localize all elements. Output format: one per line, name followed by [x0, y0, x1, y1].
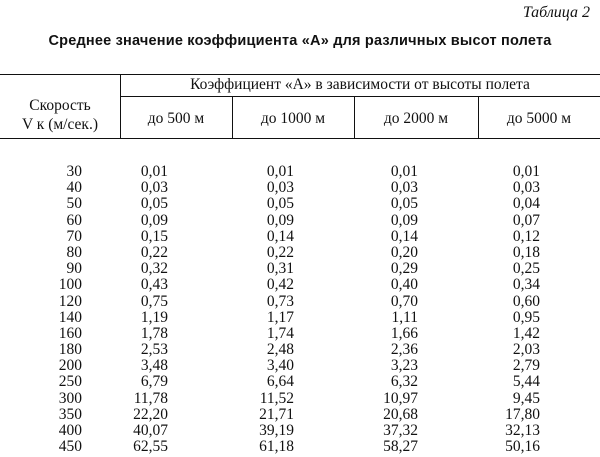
- coefficient-cell: 0,22: [140, 243, 168, 261]
- coefficient-cell: 0,03: [390, 179, 418, 197]
- coefficient-cell: 1,66: [390, 324, 418, 342]
- coefficient-cell: 0,14: [266, 227, 294, 245]
- coefficient-cell: 37,32: [383, 422, 418, 439]
- speed-cell: 40: [66, 179, 82, 197]
- speed-cell: 180: [58, 341, 82, 359]
- coefficient-cell: 0,25: [512, 260, 540, 278]
- table-row: [0, 164, 600, 180]
- table-label: Таблица 2: [522, 4, 590, 21]
- coefficient-cell: 58,27: [383, 438, 418, 456]
- coefficient-cell: 20,68: [383, 405, 418, 423]
- coefficient-cell: 1,74: [266, 324, 294, 342]
- header-inner-rule: [120, 96, 600, 97]
- top-rule: [0, 74, 600, 75]
- coefficient-cell: 50,16: [505, 438, 540, 456]
- table-row: [0, 326, 600, 342]
- speed-cell: 400: [58, 422, 82, 439]
- coefficient-cell: 1,19: [140, 308, 168, 326]
- table-title: Среднее значение коэффициента «А» для различных высот полета: [48, 33, 552, 49]
- coefficient-cell: 11,78: [133, 389, 168, 407]
- coefficient-cell: 0,95: [512, 308, 540, 326]
- coefficient-cell: 0,15: [140, 227, 168, 245]
- coefficient-cell: 0,22: [266, 243, 294, 261]
- coefficient-cell: 10,97: [383, 389, 418, 407]
- speed-cell: 70: [66, 227, 82, 245]
- speed-cell: 100: [58, 276, 82, 294]
- coefficient-cell: 32,13: [505, 422, 540, 439]
- coefficient-cell: 0,09: [140, 211, 168, 229]
- coefficient-cell: 0,03: [140, 179, 168, 197]
- coefficient-cell: 0,73: [266, 292, 294, 310]
- coefficient-group-header: Коэффициент «А» в зависимости от высоты полета: [190, 76, 530, 93]
- speed-cell: 60: [66, 211, 82, 229]
- coefficient-cell: 0,01: [390, 163, 418, 180]
- coefficient-cell: 0,32: [140, 260, 168, 278]
- coefficient-cell: 0,03: [266, 179, 294, 197]
- coefficient-cell: 0,09: [266, 211, 294, 229]
- table-row: [0, 294, 600, 310]
- coefficient-cell: 6,64: [266, 373, 294, 391]
- coefficient-cell: 0,07: [512, 211, 540, 229]
- table-row: [0, 423, 600, 439]
- speed-cell: 90: [66, 260, 82, 278]
- table-row: [0, 180, 600, 196]
- coefficient-cell: 21,71: [259, 405, 294, 423]
- coefficient-cell: 6,32: [390, 373, 418, 391]
- coefficient-cell: 3,40: [266, 357, 294, 375]
- coefficient-cell: 5,44: [512, 373, 540, 391]
- coefficient-cell: 0,20: [390, 243, 418, 261]
- coefficient-cell: 0,42: [266, 276, 294, 294]
- coefficient-cell: 0,12: [512, 227, 540, 245]
- speed-cell: 50: [66, 195, 82, 213]
- coefficient-cell: 0,18: [512, 243, 540, 261]
- speed-cell: 80: [66, 243, 82, 261]
- coefficient-cell: 0,03: [512, 179, 540, 197]
- speed-cell: 300: [58, 389, 82, 407]
- table-row: [0, 407, 600, 423]
- table-row: [0, 213, 600, 229]
- coefficient-cell: 2,03: [512, 341, 540, 359]
- speed-cell: 450: [58, 438, 82, 456]
- speed-cell: 30: [66, 163, 82, 180]
- coefficient-cell: 0,75: [140, 292, 168, 310]
- coefficient-cell: 0,09: [390, 211, 418, 229]
- coefficient-cell: 0,29: [390, 260, 418, 278]
- coefficient-cell: 0,05: [390, 195, 418, 213]
- coefficient-cell: 0,70: [390, 292, 418, 310]
- coefficient-cell: 3,48: [140, 357, 168, 375]
- column-header-2000: до 2000 м: [383, 110, 449, 127]
- coefficient-cell: 2,36: [390, 341, 418, 359]
- coefficient-cell: 9,45: [512, 389, 540, 407]
- speed-cell: 250: [58, 373, 82, 391]
- coefficient-cell: 2,53: [140, 341, 168, 359]
- table-row: [0, 245, 600, 261]
- speed-header-line2: V к (м/сек.): [22, 116, 98, 133]
- coefficient-cell: 1,42: [512, 324, 540, 342]
- coefficient-cell: 11,52: [259, 389, 294, 407]
- column-header-1000: до 1000 м: [260, 110, 326, 127]
- coefficient-cell: 0,43: [140, 276, 168, 294]
- coefficient-cell: 0,14: [390, 227, 418, 245]
- table-row: [0, 310, 600, 326]
- speed-cell: 140: [58, 308, 82, 326]
- coefficient-cell: 0,04: [512, 195, 540, 213]
- coefficient-cell: 2,48: [266, 341, 294, 359]
- coefficient-cell: 39,19: [259, 422, 294, 439]
- speed-column-header: [0, 96, 120, 134]
- coefficient-cell: 0,05: [266, 195, 294, 213]
- table-row: [0, 229, 600, 245]
- coefficient-cell: 1,11: [391, 308, 418, 326]
- table-body: [0, 164, 600, 455]
- coefficient-cell: 40,07: [133, 422, 168, 439]
- speed-cell: 160: [58, 324, 82, 342]
- column-header-5000: до 5000 м: [506, 110, 572, 127]
- table-row: [0, 342, 600, 358]
- coefficient-cell: 0,01: [266, 163, 294, 180]
- coefficient-cell: 1,78: [140, 324, 168, 342]
- coefficient-cell: 3,23: [390, 357, 418, 375]
- coefficient-cell: 0,01: [512, 163, 540, 180]
- speed-cell: 200: [58, 357, 82, 375]
- table-row: [0, 391, 600, 407]
- table-row: [0, 196, 600, 212]
- speed-header-line1: Скорость: [29, 97, 91, 114]
- coefficient-cell: 0,31: [266, 260, 294, 278]
- table-row: [0, 374, 600, 390]
- speed-cell: 120: [58, 292, 82, 310]
- coefficient-cell: 62,55: [133, 438, 168, 456]
- coefficient-cell: 17,80: [505, 405, 540, 423]
- table-row: [0, 358, 600, 374]
- coefficient-cell: 0,34: [512, 276, 540, 294]
- coefficient-cell: 0,01: [140, 163, 168, 180]
- coefficient-cell: 0,60: [512, 292, 540, 310]
- coefficient-cell: 22,20: [133, 405, 168, 423]
- column-header-500: до 500 м: [147, 110, 205, 127]
- header-bottom-rule: [0, 138, 600, 139]
- table-row: [0, 277, 600, 293]
- coefficient-cell: 2,79: [512, 357, 540, 375]
- coefficient-cell: 61,18: [259, 438, 294, 456]
- coefficient-cell: 0,05: [140, 195, 168, 213]
- table-row: [0, 439, 600, 455]
- coefficient-cell: 0,40: [390, 276, 418, 294]
- coefficient-cell: 6,79: [140, 373, 168, 391]
- speed-cell: 350: [58, 405, 82, 423]
- table-row: [0, 261, 600, 277]
- coefficient-cell: 1,17: [266, 308, 294, 326]
